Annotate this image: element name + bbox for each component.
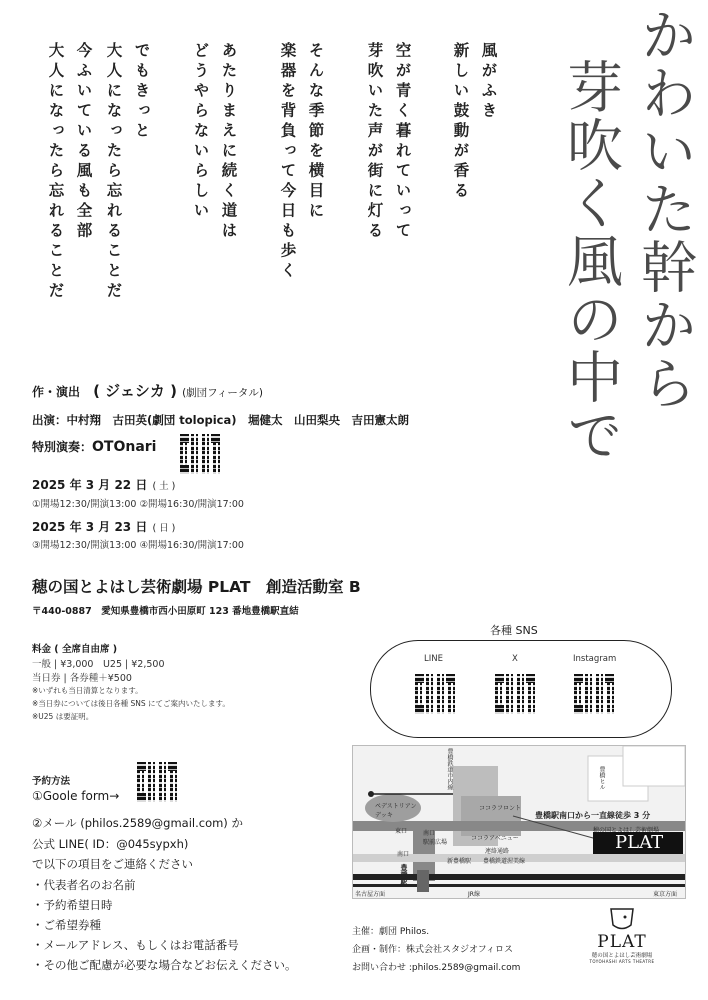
plat-logo-name: PLAT (597, 932, 647, 952)
date-1-text: 2025 年 3 月 22 日 (32, 478, 148, 492)
poem-line-7: あたりまえに続く道は (219, 42, 238, 242)
map-jr: JR線 (468, 891, 480, 898)
map-tokyo: 東京方面 (653, 891, 678, 898)
footer-inquiry: お問い合わせ :philos.2589@gmail.com (352, 963, 521, 973)
map-tram: 豊橋鉄道市内線 (446, 748, 453, 790)
map-exit-south: 南口 (397, 851, 410, 858)
sns-heading: 各種 SNS (490, 624, 538, 637)
poem-line-6: 楽器を背負って今日も歩く (278, 42, 297, 282)
map-deck: ペデストリアン デッキ (375, 803, 417, 819)
map-plat-small: 穂の国とよはし芸術劇場 (593, 827, 660, 834)
otonari-qr-code[interactable] (180, 434, 220, 474)
poem-line-5: そんな季節を横目に (306, 42, 325, 222)
poem-line-1: 風がふき (479, 42, 498, 122)
map-hotel: 豊橋ヒル (598, 766, 605, 790)
date-1-day: ( 土 ) (152, 481, 176, 492)
reservation-line: 公式 LINE( ID：@045sypxh) (32, 837, 189, 851)
price-note-3: ※U25 は要証明。 (32, 712, 94, 721)
price-label: 料金 ( 全席自由席 ) (32, 644, 118, 655)
map-plaza: 南口 駅前広場 (423, 830, 448, 846)
map-cocola-avenue: ココラアベニュー (471, 835, 519, 842)
date-2-text: 2025 年 3 月 23 日 (32, 520, 148, 534)
line-qr-code[interactable] (415, 674, 455, 714)
plat-logo-sub-en: TOYOHASHI ARTS THEATRE (589, 959, 655, 964)
reservation-item-1: ・代表者名のお名前 (32, 878, 136, 892)
sns-x-label: X (512, 654, 518, 664)
director-label: 作・演出 (32, 385, 81, 399)
reservation-item-5: ・その他ご配慮が必要な場合などお伝えください。 (32, 958, 297, 972)
sns-instagram-label: Instagram (573, 654, 617, 664)
map-exit-east: 東口 (395, 828, 408, 835)
sns-line-label: LINE (424, 654, 443, 664)
map-railway: 豊橋鉄道渥美線 (483, 858, 526, 865)
poem-line-8: どうやらないらしい (191, 42, 210, 222)
access-map (352, 745, 686, 899)
special-label: 特別演奏： (32, 440, 93, 454)
footer-production: 企画・制作：株式会社スタジオフィロス (352, 945, 514, 955)
reservation-form: ①Goole form→ (32, 789, 120, 803)
special-name: OTOnari (92, 439, 157, 455)
price-note-1: ※いずれも当日清算となります。 (32, 686, 143, 695)
poem-line-3: 空が青く暮れていって (393, 42, 412, 242)
map-corridor: 連絡通路 (485, 848, 510, 855)
reservation-item-4: ・メールアドレス、もしくはお電話番号 (32, 938, 239, 952)
date-1 (32, 474, 175, 493)
plat-logo-mark (607, 905, 637, 933)
date-2 (32, 516, 175, 535)
date-2-shows: ③開場12:30/開演13:00 ④開場16:30/開演17:00 (32, 540, 244, 551)
instagram-qr-code[interactable] (574, 674, 614, 714)
poem-line-2: 新しい鼓動が香る (451, 42, 470, 202)
map-cocolaront: ココラフロント (479, 805, 522, 812)
reservation-item-3: ・ご希望券種 (32, 918, 101, 932)
title-line-1: かわいた幹から (632, 6, 697, 412)
reservation-contact: で以下の項目をご連絡ください (32, 857, 193, 871)
map-walk-text: 豊橋駅南口から一直線徒歩 3 分 (535, 811, 651, 820)
map-nagoya: 名古屋方面 (355, 891, 386, 898)
director-credit (32, 380, 263, 401)
venue-name: 穂の国とよはし芸術劇場 PLAT 創造活動室 B (32, 578, 361, 596)
reservation-label: 予約方法 (32, 776, 71, 787)
plat-logo (584, 905, 660, 975)
reservation-mail: ②メール (philos.2589@gmail.com) か (32, 816, 243, 830)
x-qr-code[interactable] (495, 674, 535, 714)
director-group: (劇団フィータル) (182, 387, 263, 399)
poem-line-12: 大人になったら忘れることだ (46, 42, 65, 302)
director-name: ( ジェシカ ) (93, 382, 177, 400)
date-1-shows: ①開場12:30/開演13:00 ②開場16:30/開演17:00 (32, 499, 244, 510)
price-general: 一般 | ¥3,000 U25 | ¥2,500 (32, 659, 165, 670)
map-plat-big: PLAT (615, 832, 664, 853)
reservation-item-2: ・予約希望日時 (32, 898, 113, 912)
map-shintoyohashi: 新豊橋駅 (447, 858, 472, 865)
poem-line-9: でもきっと (132, 42, 151, 142)
price-note-2: ※当日券については後日各種 SNS にてご案内いたします。 (32, 699, 230, 708)
footer-host: 主催：劇団 Philos. (352, 927, 430, 937)
plat-logo-sub: 穂の国とよはし芸術劇場 (591, 953, 653, 959)
cast-list: 出演：中村翔 古田英(劇団 tolopica) 堀健太 山田梨央 吉田憲太朗 (32, 413, 410, 427)
poem-line-10: 大人になったら忘れることだ (104, 42, 123, 302)
date-2-day: ( 日 ) (152, 523, 176, 534)
google-form-qr-code[interactable] (137, 762, 177, 802)
title-line-2: 芽吹く風の中で (558, 58, 623, 464)
special-performance (32, 436, 157, 455)
poem-line-11: 今ふいている風も全部 (74, 42, 93, 242)
map-station: 豊橋駅 (400, 864, 408, 885)
poem-line-4: 芽吹いた声が街に灯る (365, 42, 384, 242)
venue-address: 〒440-0887 愛知県豊橋市西小田原町 123 番地豊橋駅直結 (32, 606, 299, 617)
price-door: 当日券 | 各券種＋¥500 (32, 673, 132, 684)
